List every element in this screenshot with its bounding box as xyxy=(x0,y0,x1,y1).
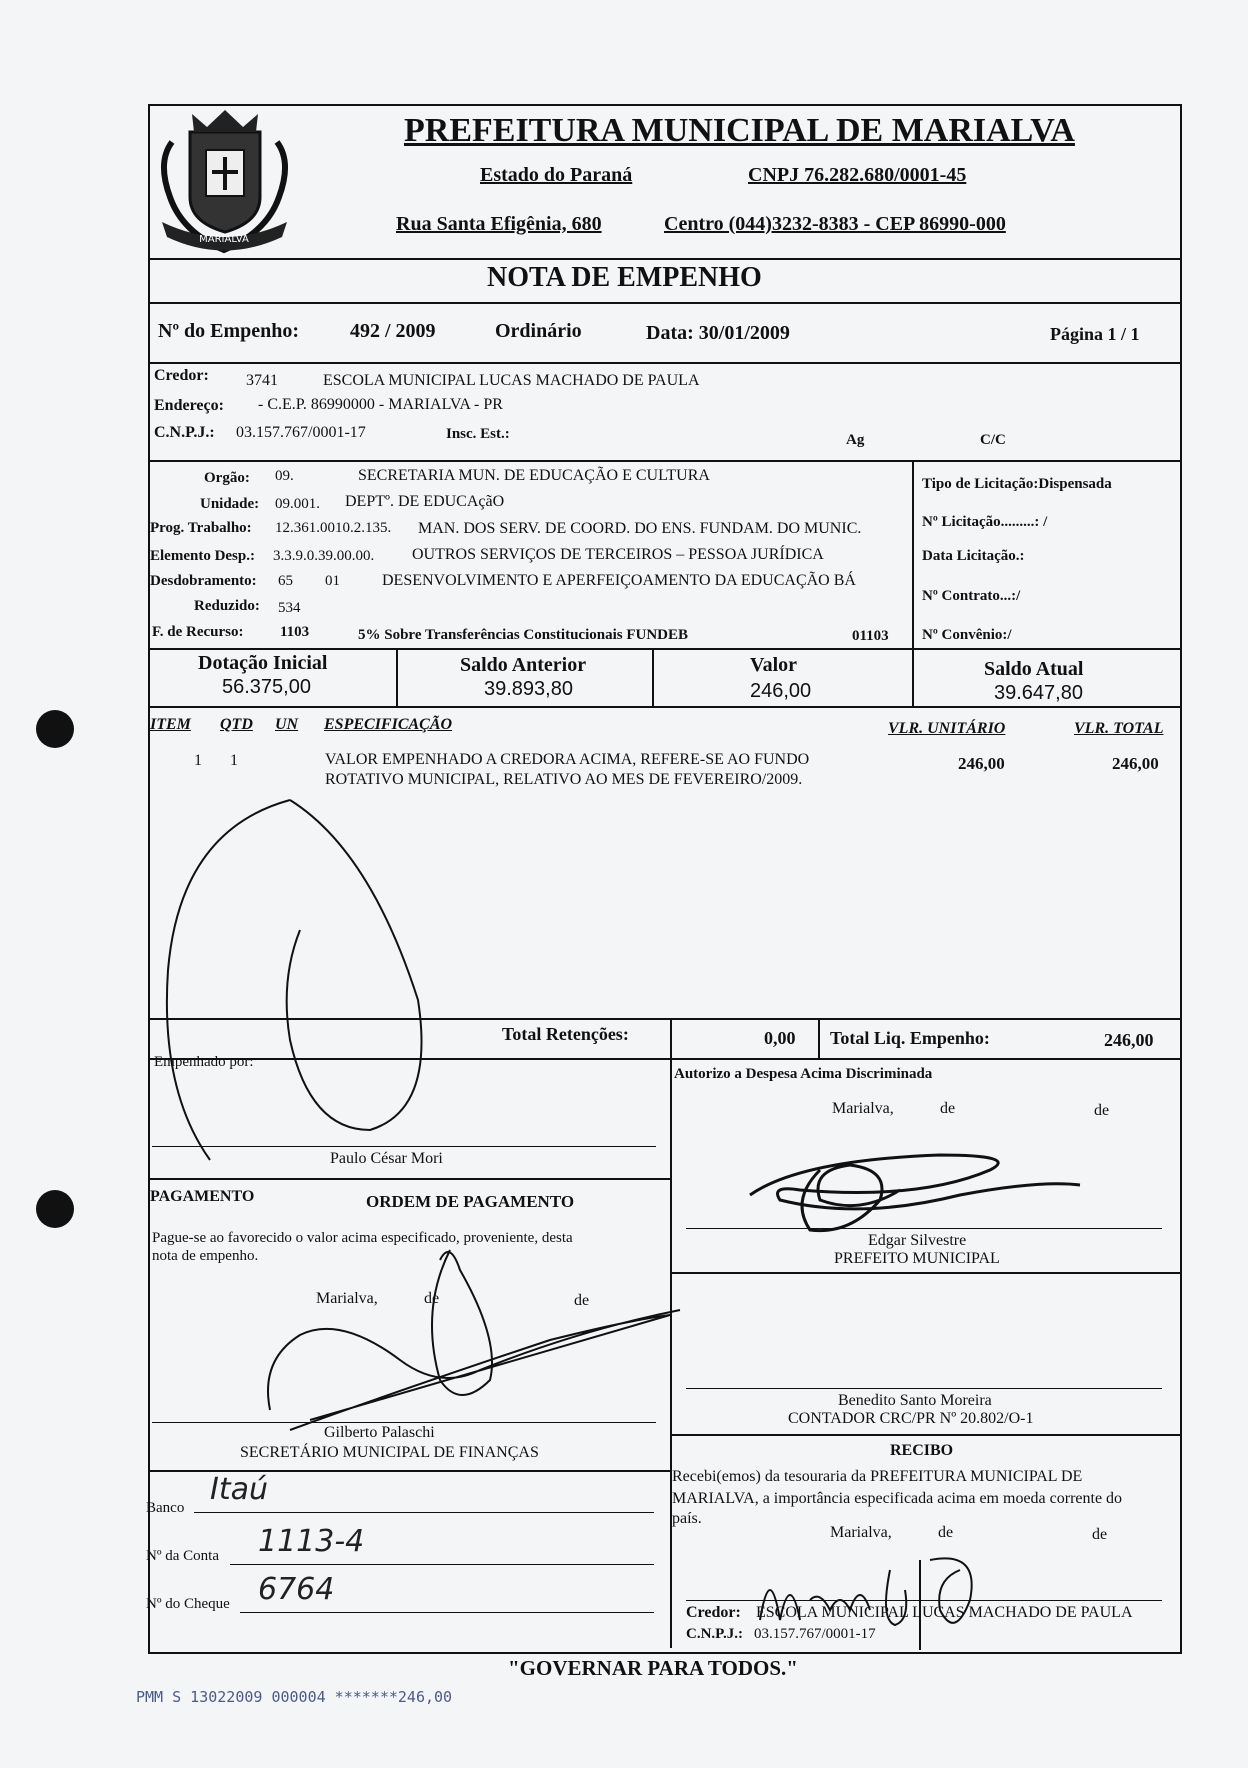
unidade-code: 09.001. xyxy=(275,496,320,512)
licitacao-tipo: Tipo de Licitação:Dispensada xyxy=(922,476,1112,492)
row-total: 246,00 xyxy=(1112,754,1159,773)
recurso-desc: 5% Sobre Transferências Constitucionais FUNDEB xyxy=(358,627,689,643)
autorizo-de1: de xyxy=(940,1100,956,1117)
crest-icon xyxy=(152,102,297,257)
recurso-code2: 01103 xyxy=(852,628,889,644)
recibo-credor-label: Credor: xyxy=(686,1604,741,1621)
liquido-label: Total Liq. Empenho: xyxy=(830,1028,990,1048)
col-vlr-unitario: VLR. UNITÁRIO xyxy=(888,720,1006,737)
recurso-label: F. de Recurso: xyxy=(152,624,244,640)
header-address-rest: Centro (044)3232-8383 - CEP 86990-000 xyxy=(664,213,1006,235)
desd-code1: 65 xyxy=(278,573,293,589)
recibo-cnpj: 03.157.767/0001-17 xyxy=(754,1626,876,1642)
cheque-value: 6764 xyxy=(258,1572,335,1607)
row-unit: 246,00 xyxy=(958,754,1005,773)
autorizo-place: Marialva, xyxy=(832,1100,894,1117)
prefeito-name: Edgar Silvestre xyxy=(868,1232,967,1249)
orgao-label: Orgão: xyxy=(204,470,250,486)
row-item: 1 xyxy=(194,752,202,769)
saldo-atual-value: 39.647,80 xyxy=(994,682,1083,704)
retencoes-value: 0,00 xyxy=(764,1028,796,1048)
licitacao-data: Data Licitação.: xyxy=(922,548,1025,564)
signature-empenho xyxy=(150,790,450,1170)
col-vlr-total: VLR. TOTAL xyxy=(1074,720,1164,737)
recibo-place: Marialva, xyxy=(830,1524,892,1541)
prog-desc: MAN. DOS SERV. DE COORD. DO ENS. FUNDAM. DO MUNIC. xyxy=(418,520,862,537)
conta-label: Nº da Conta xyxy=(146,1548,219,1564)
liquido-value: 246,00 xyxy=(1104,1030,1154,1050)
signature-prefeito xyxy=(740,1140,1090,1240)
cheque-label: Nº do Cheque xyxy=(146,1596,230,1612)
contador-name: Benedito Santo Moreira xyxy=(838,1392,992,1409)
recibo-text2: MARIALVA, a importância especificada acima em moeda corrente do xyxy=(672,1490,1123,1507)
empenhado-name: Paulo César Mori xyxy=(330,1150,443,1167)
recibo-de1: de xyxy=(938,1524,954,1541)
licitacao-convenio: Nº Convênio:/ xyxy=(922,627,1012,643)
recibo-title: RECIBO xyxy=(890,1442,954,1459)
cc-label: C/C xyxy=(980,432,1006,448)
row-desc-line1: VALOR EMPENHADO A CREDORA ACIMA, REFERE-SE AO FUNDO xyxy=(325,751,810,768)
pagamento-de1: de xyxy=(424,1290,440,1307)
recibo-credor: ESCOLA MUNICIPAL LUCAS MACHADO DE PAULA xyxy=(756,1604,1133,1621)
punch-hole-top xyxy=(36,710,74,748)
valor-value: 246,00 xyxy=(750,680,812,702)
empenho-label: Nº do Empenho: xyxy=(158,320,300,342)
pagamento-place: Marialva, xyxy=(316,1290,378,1307)
signature-secretario xyxy=(250,1220,690,1440)
secretario-name: Gilberto Palaschi xyxy=(324,1424,435,1441)
insc-label: Insc. Est.: xyxy=(446,426,510,442)
licitacao-numero: Nº Licitação.........: / xyxy=(922,514,1048,530)
pagamento-label: PAGAMENTO xyxy=(150,1188,255,1205)
recurso-code: 1103 xyxy=(280,624,310,640)
elem-label: Elemento Desp.: xyxy=(150,548,255,564)
col-qtd: QTD xyxy=(220,716,253,733)
ordem-pagamento-label: ORDEM DE PAGAMENTO xyxy=(366,1192,575,1211)
empenho-number: 492 / 2009 xyxy=(350,320,436,342)
prog-label: Prog. Trabalho: xyxy=(150,520,252,536)
valor-label: Valor xyxy=(750,654,798,676)
pagamento-text1: Pague-se ao favorecido o valor acima especificado, proveniente, desta xyxy=(152,1230,573,1246)
conta-value: 1113-4 xyxy=(258,1524,365,1559)
signature-recibo xyxy=(740,1540,1000,1660)
secretario-role: SECRETÁRIO MUNICIPAL DE FINANÇAS xyxy=(240,1444,539,1461)
header-title: PREFEITURA MUNICIPAL DE MARIALVA xyxy=(404,112,1075,149)
recibo-text3: país. xyxy=(672,1510,702,1527)
col-especificacao: ESPECIFICAÇÃO xyxy=(324,716,453,733)
orgao-desc: SECRETARIA MUN. DE EDUCAÇÃO E CULTURA xyxy=(358,467,710,484)
endereco-value: - C.E.P. 86990000 - MARIALVA - PR xyxy=(258,396,503,413)
svg-text:MARIALVA: MARIALVA xyxy=(199,234,249,245)
orgao-code: 09. xyxy=(275,468,294,484)
col-item: ITEM xyxy=(150,716,191,733)
credor-cnpj: 03.157.767/0001-17 xyxy=(236,424,366,441)
reduzido-label: Reduzido: xyxy=(194,598,260,614)
autorizo-label: Autorizo a Despesa Acima Discriminada xyxy=(674,1066,933,1082)
saldo-anterior-value: 39.893,80 xyxy=(484,678,573,700)
empenho-type: Ordinário xyxy=(495,320,582,342)
credor-name: ESCOLA MUNICIPAL LUCAS MACHADO DE PAULA xyxy=(323,372,700,389)
ag-label: Ag xyxy=(846,432,865,448)
row-qtd: 1 xyxy=(230,752,238,769)
licitacao-contrato: Nº Contrato...:/ xyxy=(922,588,1021,604)
autorizo-de2: de xyxy=(1094,1102,1110,1119)
header-state: Estado do Paraná xyxy=(480,164,633,186)
desd-label: Desdobramento: xyxy=(150,573,257,589)
empenho-date: Data: 30/01/2009 xyxy=(646,322,790,344)
footer-slogan: "GOVERNAR PARA TODOS." xyxy=(508,1656,798,1680)
recibo-de2: de xyxy=(1092,1526,1108,1543)
desd-desc: DESENVOLVIMENTO E APERFEIÇOAMENTO DA EDUCAÇÃO BÁ xyxy=(382,572,856,589)
retencoes-label: Total Retenções: xyxy=(502,1024,629,1044)
footer-stamp: PMM S 13022009 000004 *******246,00 xyxy=(136,1688,453,1706)
saldo-atual-label: Saldo Atual xyxy=(984,658,1084,680)
desd-code2: 01 xyxy=(325,573,340,589)
elem-desc: OUTROS SERVIÇOS DE TERCEIROS – PESSOA JURÍDICA xyxy=(412,546,824,563)
header-cnpj: CNPJ 76.282.680/0001-45 xyxy=(748,164,967,186)
elem-code: 3.3.9.0.39.00.00. xyxy=(273,548,375,564)
prog-code: 12.361.0010.2.135. xyxy=(275,520,392,536)
document-title: NOTA DE EMPENHO xyxy=(487,262,762,293)
dotacao-value: 56.375,00 xyxy=(222,676,311,698)
contador-role: CONTADOR CRC/PR Nº 20.802/O-1 xyxy=(788,1410,1034,1427)
col-un: UN xyxy=(275,716,299,733)
row-desc-line2: ROTATIVO MUNICIPAL, RELATIVO AO MES DE FEVEREIRO/2009. xyxy=(325,771,803,788)
banco-value: Itaú xyxy=(210,1472,269,1507)
endereco-label: Endereço: xyxy=(154,397,224,414)
punch-hole-bottom xyxy=(36,1190,74,1228)
unidade-label: Unidade: xyxy=(200,496,260,512)
recibo-cnpj-label: C.N.P.J.: xyxy=(686,1626,743,1642)
credor-code: 3741 xyxy=(246,372,278,389)
pagamento-de2: de xyxy=(574,1292,590,1309)
pagamento-text2: nota de empenho. xyxy=(152,1248,259,1264)
saldo-anterior-label: Saldo Anterior xyxy=(460,654,587,676)
banco-label: Banco xyxy=(146,1500,185,1516)
recibo-text1: Recebi(emos) da tesouraria da PREFEITURA MUNICIPAL DE xyxy=(672,1468,1083,1485)
empenho-page: Página 1 / 1 xyxy=(1050,324,1140,344)
prefeito-role: PREFEITO MUNICIPAL xyxy=(834,1250,1000,1267)
header-address: Rua Santa Efigênia, 680 xyxy=(396,213,602,235)
reduzido-value: 534 xyxy=(278,600,301,616)
empenhado-label: Empenhado por: xyxy=(154,1054,254,1070)
dotacao-label: Dotação Inicial xyxy=(198,652,328,674)
unidade-desc: DEPTº. DE EDUCAçãO xyxy=(345,493,505,510)
credor-cnpj-label: C.N.P.J.: xyxy=(154,424,215,441)
credor-label: Credor: xyxy=(154,367,209,384)
